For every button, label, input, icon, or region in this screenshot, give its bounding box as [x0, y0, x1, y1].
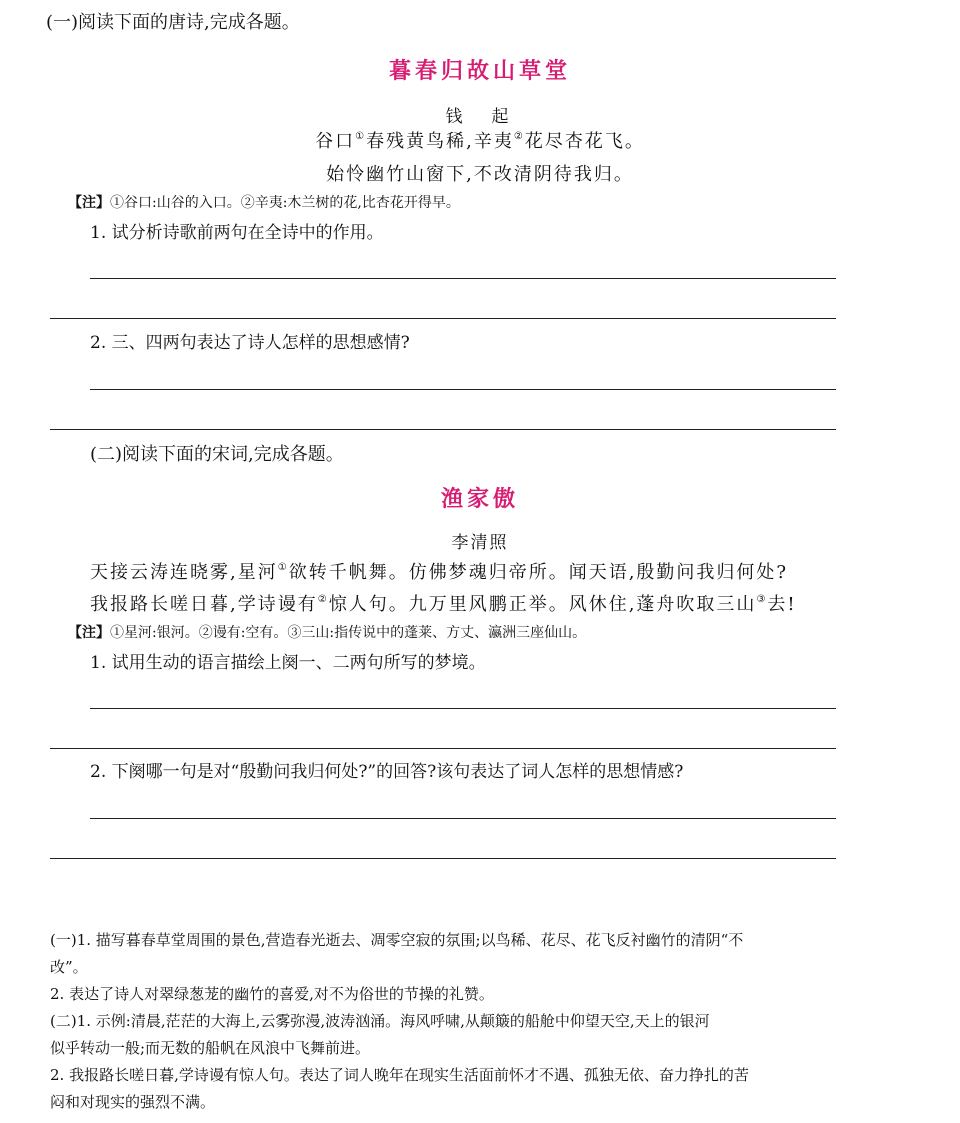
question-1-2: 2. 三、四两句表达了诗人怎样的思想感情?: [90, 333, 410, 353]
answer-line: [50, 748, 836, 749]
answer-text-4: 2. 我报路长嗟日暮,学诗谩有惊人句。表达了词人晚年在现实生活面前怀才不遇、孤独无依、奋力挣扎的苦: [50, 1066, 749, 1084]
section-heading-1: (一)阅读下面的唐诗,完成各题。: [46, 12, 300, 33]
poem-title-1: 暮春归故山草堂: [388, 58, 571, 84]
answer-line: [90, 818, 836, 819]
answer-line: [50, 318, 836, 319]
poem-line-1: 谷口①春残黄鸟稀,辛夷②花尽杏花飞。: [315, 131, 645, 152]
question-1-1: 1. 试分析诗歌前两句在全诗中的作用。: [90, 223, 384, 243]
poem-author-2: 李清照: [451, 533, 509, 553]
answer-line: [50, 429, 836, 430]
poem-line-4: 我报路长嗟日暮,学诗谩有②惊人句。九万里风鹏正举。风休住,蓬舟吹取三山③去!: [90, 594, 797, 615]
answer-line: [90, 708, 836, 709]
question-2-1: 1. 试用生动的语言描绘上阕一、二两句所写的梦境。: [90, 653, 486, 673]
poem-line-2: 始怜幽竹山窗下,不改清阴待我归。: [326, 164, 634, 185]
poem-line-3: 天接云涛连晓雾,星河①欲转千帆舞。仿佛梦魂归帝所。闻天语,殷勤问我归何处?: [90, 562, 789, 583]
answer-text-1-cont: 改”。: [50, 958, 88, 976]
answer-text-3: (二)1. 示例:清晨,茫茫的大海上,云雾弥漫,波涛汹涌。海风呼啸,从颠簸的船舱中仰望天空,天上的银河: [50, 1012, 710, 1030]
answer-text-4-cont: 闷和对现实的强烈不满。: [50, 1093, 216, 1111]
question-2-2: 2. 下阕哪一句是对“殷勤问我归何处?”的回答?该句表达了词人怎样的思想情感?: [90, 762, 684, 782]
note-1: 【注】①谷口:山谷的入口。②辛夷:木兰树的花,比杏花开得早。: [68, 195, 460, 211]
answer-line: [50, 858, 836, 859]
answer-text-2: 2. 表达了诗人对翠绿葱茏的幽竹的喜爱,对不为俗世的节操的礼赞。: [50, 985, 494, 1003]
poem-title-2: 渔家傲: [440, 486, 519, 512]
answer-line: [90, 389, 836, 390]
note-2: 【注】①星河:银河。②谩有:空有。③三山:指传说中的蓬莱、方丈、瀛洲三座仙山。: [68, 625, 587, 641]
answer-text-1: (一)1. 描写暮春草堂周围的景色,营造春光逝去、凋零空寂的氛围;以鸟稀、花尽、花飞反衬幽竹的清阴“不: [50, 931, 744, 949]
poem-author-1: 钱 起: [445, 107, 515, 127]
section-heading-2: (二)阅读下面的宋词,完成各题。: [90, 444, 344, 465]
answer-text-3-cont: 似乎转动一般;而无数的船帆在风浪中飞舞前进。: [50, 1039, 371, 1057]
answer-line: [90, 278, 836, 279]
